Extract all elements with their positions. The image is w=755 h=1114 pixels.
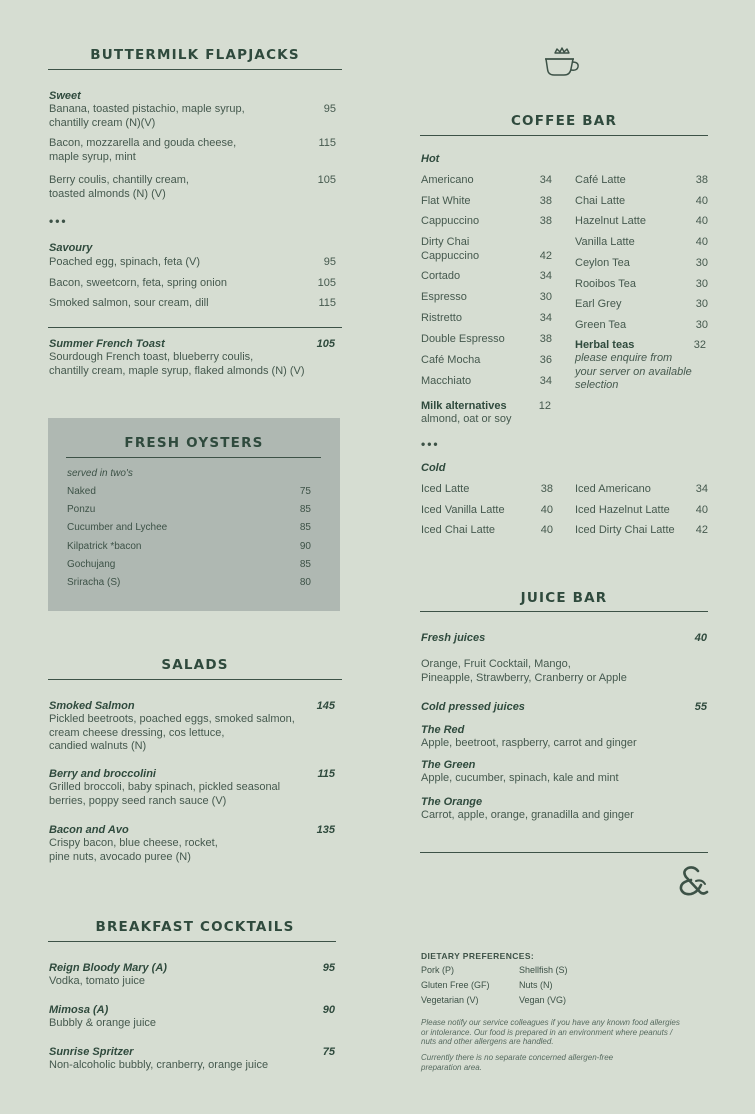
coffee-item-price: 30 xyxy=(539,291,552,303)
coffee-item-name: Ristretto xyxy=(421,312,462,324)
salad-name: Bacon and Avo xyxy=(49,824,129,836)
menu-item-desc: Poached egg, spinach, feta (V) xyxy=(49,256,201,268)
juice-desc: Apple, cucumber, spinach, kale and mint xyxy=(421,772,619,784)
menu-item-desc: Berry coulis, chantilly cream, toasted almonds (N) (V) xyxy=(49,174,189,200)
fresh-juice-name: Fresh juices xyxy=(421,632,486,644)
juice-title: JUICE BAR xyxy=(520,590,608,606)
coffee-item-name: Flat White xyxy=(421,195,471,207)
dietary-item: Vegan (VG) xyxy=(519,995,567,1005)
savoury-heading: Savoury xyxy=(49,242,93,254)
coffee-item-price: 34 xyxy=(539,174,552,186)
oysters-subtitle: served in two's xyxy=(67,468,133,479)
menu-item-desc: Bacon, sweetcorn, feta, spring onion xyxy=(49,277,227,289)
dietary-title: DIETARY PREFERENCES: xyxy=(421,951,535,961)
coffee-dots: ••• xyxy=(421,437,440,451)
salad-price: 135 xyxy=(316,824,335,836)
allergy-note: Please notify our service colleagues if you have any known food allergies or intolerance. Our food is prepared in an environment where peanuts / nuts and other allergens are handled. xyxy=(421,1018,680,1046)
menu-item-desc: Bacon, mozzarella and gouda cheese, maple syrup, mint xyxy=(49,137,237,163)
coffee-item-price: 40 xyxy=(695,215,708,228)
juice-name: The Orange xyxy=(421,796,483,808)
oyster-name: Kilpatrick *bacon xyxy=(67,540,142,552)
menu-item-price: 95 xyxy=(323,103,336,115)
oysters-title: FRESH OYSTERS xyxy=(124,435,264,451)
juice-desc: Carrot, apple, orange, granadilla and ginger xyxy=(421,809,634,821)
coffee-title: COFFEE BAR xyxy=(510,113,618,129)
coffee-item-price: 40 xyxy=(695,194,708,207)
coffee-item-price: 38 xyxy=(695,174,708,186)
oyster-price: 85 xyxy=(299,504,311,516)
coffee-rule xyxy=(420,135,708,136)
salad-name: Smoked Salmon xyxy=(49,700,135,712)
cocktail-price: 75 xyxy=(322,1046,335,1058)
coffee-item-name: Ceylon Tea xyxy=(575,256,630,269)
oyster-price: 80 xyxy=(299,577,311,588)
coffee-item-price: 38 xyxy=(539,333,552,345)
flapjacks-title: BUTTERMILK FLAPJACKS xyxy=(90,47,300,63)
oyster-price: 85 xyxy=(299,522,311,534)
toast-name: Summer French Toast xyxy=(49,338,165,350)
cocktail-price: 95 xyxy=(322,962,335,974)
cold-item-name: Iced Americano xyxy=(575,483,651,495)
juice-name: The Green xyxy=(421,759,476,771)
coffee-item-name: Double Espresso xyxy=(421,333,505,345)
coffee-item-price: 30 xyxy=(695,277,708,290)
fresh-juice-desc: Orange, Fruit Cocktail, Mango, Pineapple, Strawberry, Cranberry or Apple xyxy=(421,658,627,684)
juice-desc: Apple, beetroot, raspberry, carrot and ginger xyxy=(421,737,637,749)
coffee-item-price: 36 xyxy=(539,354,552,366)
milk-price: 12 xyxy=(538,400,551,412)
coffee-item-name: Rooibos Tea xyxy=(575,277,636,290)
toast-desc: Sourdough French toast, blueberry coulis, chantilly cream, maple syrup, flaked almonds (N) (V) xyxy=(49,351,305,377)
cocktail-name: Reign Bloody Mary (A) xyxy=(49,962,167,974)
oyster-name: Naked xyxy=(67,486,96,497)
menu-item-desc: Banana, toasted pistachio, maple syrup, chantilly cream (N)(V) xyxy=(49,103,245,129)
salads-title: SALADS xyxy=(161,657,229,673)
coffee-item-name: Café Mocha xyxy=(421,354,481,366)
coffee-item-price: 30 xyxy=(695,318,708,331)
menu-item-price: 115 xyxy=(318,297,336,309)
cold-item-price: 40 xyxy=(695,503,708,516)
cold-item-name: Iced Hazelnut Latte xyxy=(575,503,670,516)
dietary-item: Gluten Free (GF) xyxy=(421,980,490,990)
milk-name: Milk alternatives xyxy=(421,400,507,412)
salad-price: 115 xyxy=(317,768,335,780)
cold-item-price: 40 xyxy=(540,503,553,516)
allergen-area-note: Currently there is no separate concerned allergen-free preparation area. xyxy=(421,1053,614,1072)
cocktails-title: BREAKFAST COCKTAILS xyxy=(95,919,295,935)
cocktail-desc: Bubbly & orange juice xyxy=(49,1017,157,1029)
cold-item-name: Iced Dirty Chai Latte xyxy=(575,524,675,537)
coffee-item-name: Vanilla Latte xyxy=(575,236,635,249)
coffee-item-price: 34 xyxy=(539,312,552,324)
coffee-item-name: Green Tea xyxy=(575,318,627,331)
cocktail-name: Sunrise Spritzer xyxy=(49,1046,134,1058)
oyster-price: 75 xyxy=(299,486,311,497)
hot-heading: Hot xyxy=(421,153,440,165)
coffee-item-name: Cortado xyxy=(421,270,461,282)
cold-item-name: Iced Chai Latte xyxy=(421,524,495,537)
juice-rule xyxy=(420,611,708,612)
oysters-rule xyxy=(66,457,321,458)
dietary-item: Vegetarian (V) xyxy=(421,995,479,1005)
cold-heading: Cold xyxy=(421,462,446,474)
menu-item-price: 105 xyxy=(317,277,336,289)
coffee-item-name: Macchiato xyxy=(421,375,472,387)
coffee-item-price: 34 xyxy=(539,375,552,387)
coffee-item-price: 30 xyxy=(695,256,708,269)
coffee-cup-crown-icon xyxy=(543,47,581,79)
oyster-name: Sriracha (S) xyxy=(67,577,121,588)
dietary-item: Pork (P) xyxy=(421,965,455,975)
cold-item-name: Iced Latte xyxy=(421,483,470,495)
coffee-item-name: Dirty Chai Cappuccino xyxy=(421,236,480,262)
milk-desc: almond, oat or soy xyxy=(421,413,512,425)
coffee-item-name: Café Latte xyxy=(575,174,626,186)
cold-pressed-price: 55 xyxy=(694,701,707,713)
menu-item-price: 115 xyxy=(318,137,336,149)
oyster-name: Gochujang xyxy=(67,558,116,570)
salad-desc: Grilled broccoli, baby spinach, pickled seasonal berries, poppy seed ranch sauce (V) xyxy=(49,781,281,807)
cocktails-rule xyxy=(48,941,336,942)
coffee-item-name: Cappuccino xyxy=(421,215,480,227)
sweet-heading: Sweet xyxy=(49,90,81,102)
salad-desc: Pickled beetroots, poached eggs, smoked salmon, cream cheese dressing, cos lettuce, candied walnuts (N) xyxy=(49,713,295,752)
oyster-name: Ponzu xyxy=(67,504,96,516)
flapjacks-dots: ••• xyxy=(49,214,68,228)
cold-item-price: 38 xyxy=(540,483,553,495)
menu-item-price: 105 xyxy=(317,174,336,186)
cold-pressed-name: Cold pressed juices xyxy=(421,701,525,713)
fresh-juice-price: 40 xyxy=(694,632,707,644)
oysters-panel xyxy=(48,418,340,611)
juice-bottom-rule xyxy=(420,852,708,853)
menu-item-desc: Smoked salmon, sour cream, dill xyxy=(49,297,209,309)
cold-item-price: 42 xyxy=(695,524,708,537)
coffee-item-price: 38 xyxy=(539,195,552,207)
herbal-name: Herbal teas xyxy=(575,339,635,351)
cocktail-price: 90 xyxy=(322,1004,335,1016)
toast-rule xyxy=(48,327,342,328)
salad-desc: Crispy bacon, blue cheese, rocket, pine nuts, avocado puree (N) xyxy=(49,837,218,863)
coffee-item-name: Chai Latte xyxy=(575,194,626,207)
flapjacks-rule xyxy=(48,69,342,70)
coffee-item-name: Earl Grey xyxy=(575,298,622,311)
ampersand-logo-icon xyxy=(676,865,710,897)
salads-rule xyxy=(48,679,342,680)
toast-price: 105 xyxy=(316,338,335,350)
coffee-item-price: 34 xyxy=(539,270,552,282)
coffee-item-name: Hazelnut Latte xyxy=(575,215,646,228)
salad-name: Berry and broccolini xyxy=(49,768,156,780)
oyster-price: 90 xyxy=(299,540,311,552)
coffee-item-price: 38 xyxy=(539,215,552,227)
cold-item-name: Iced Vanilla Latte xyxy=(421,503,505,516)
cocktail-name: Mimosa (A) xyxy=(49,1004,109,1016)
cold-item-price: 40 xyxy=(540,524,553,537)
coffee-item-price: 40 xyxy=(695,236,708,249)
menu-item-price: 95 xyxy=(323,256,336,268)
herbal-price: 32 xyxy=(693,339,706,351)
juice-name: The Red xyxy=(421,724,465,736)
dietary-item: Shellfish (S) xyxy=(519,965,568,975)
coffee-item-name: Espresso xyxy=(421,291,467,303)
coffee-item-price: 30 xyxy=(695,298,708,311)
herbal-note: please enquire from your server on available selection xyxy=(575,352,692,391)
cocktail-desc: Non-alcoholic bubbly, cranberry, orange juice xyxy=(49,1059,269,1071)
dietary-item: Nuts (N) xyxy=(519,980,553,990)
oyster-name: Cucumber and Lychee xyxy=(67,522,168,534)
salad-price: 145 xyxy=(316,700,335,712)
coffee-item-price: 42 xyxy=(539,250,552,262)
oyster-price: 85 xyxy=(299,558,311,570)
cold-item-price: 34 xyxy=(695,483,708,495)
coffee-item-name: Americano xyxy=(421,174,474,186)
cocktail-desc: Vodka, tomato juice xyxy=(49,975,146,987)
